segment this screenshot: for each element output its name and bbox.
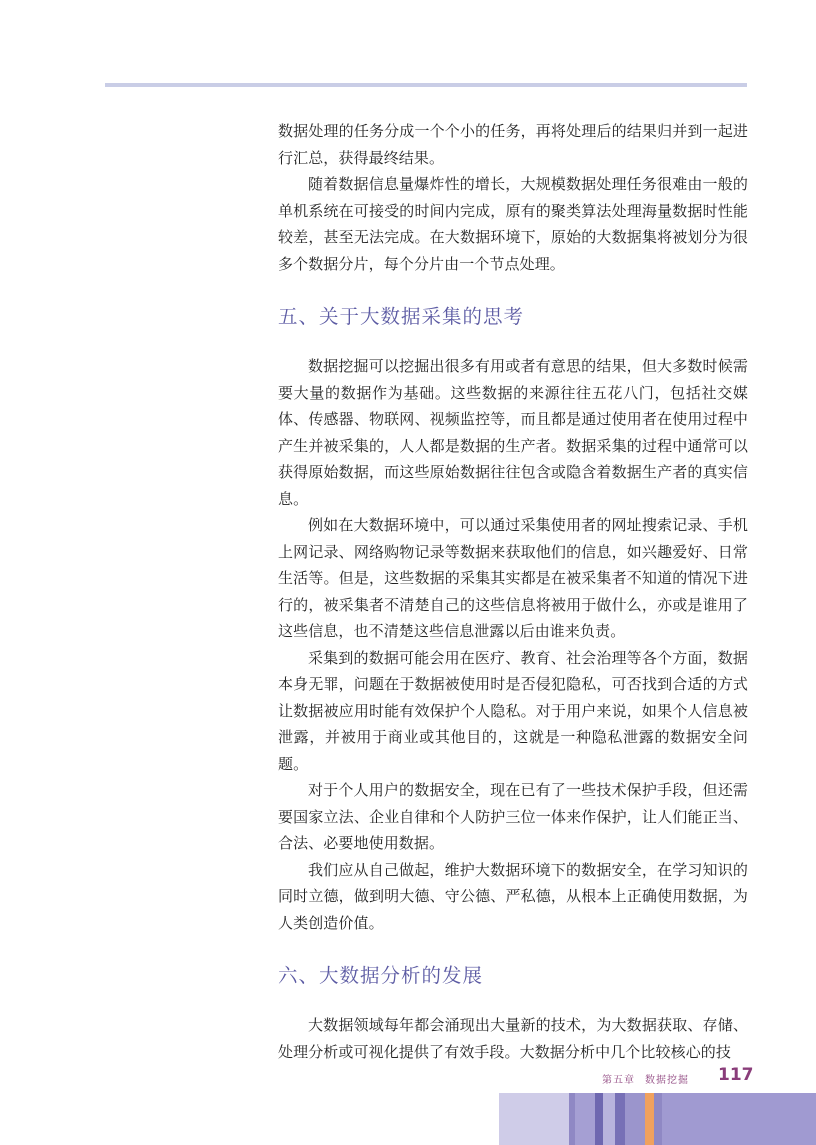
section-heading-5: 五、关于大数据采集的思考 [278, 305, 525, 328]
stripe [595, 1093, 603, 1145]
stripe [499, 1093, 569, 1145]
paragraph: 大数据领域每年都会涌现出大量新的技术，为大数据获取、存储、处理分析或可视化提供了有效手段。大数据分析中几个比较核心的技 [278, 1016, 748, 1061]
page-number: 117 [718, 1065, 754, 1085]
paragraph: 数据处理的任务分成一个个小的任务，再将处理后的结果归并到一起进行汇总，获得最终结果。 [278, 122, 748, 167]
paragraph: 例如在大数据环境中，可以通过采集使用者的网址搜索记录、手机上网记录、网络购物记录等数据来获取他们的信息，如兴趣爱好、日常生活等。但是，这些数据的采集其实都是在被采集者不知道的情况下进行的，被采集者不清楚自己的这些信息将被用于做什么，亦或是谁用了这些信息，也不清楚这些信息泄露以后由谁来负责。 [278, 516, 748, 640]
stripe [662, 1093, 816, 1145]
paragraph: 我们应从自己做起，维护大数据环境下的数据安全，在学习知识的同时立德，做到明大德、守公德、严私德，从根本上正确使用数据，为人类创造价值。 [278, 860, 748, 932]
stripe [569, 1093, 575, 1145]
paragraph: 对于个人用户的数据安全，现在已有了一些技术保护手段，但还需要国家立法、企业自律和个人防护三位一体来作保护，让人们能正当、合法、必要地使用数据。 [278, 781, 748, 852]
stripe [603, 1093, 615, 1145]
stripe [615, 1093, 625, 1145]
stripe [625, 1093, 645, 1145]
stripe [575, 1093, 595, 1145]
paragraph: 采集到的数据可能会用在医疗、教育、社会治理等各个方面，数据本身无罪，问题在于数据被使用时是否侵犯隐私，可否找到合适的方式让数据被应用时能有效保护个人隐私。对于用户来说，如果个人信息被泄露，并被用于商业或其他目的，这就是一种隐私泄露的数据安全问题。 [278, 648, 748, 773]
chapter-number: 第五章 [602, 1075, 635, 1086]
decorative-stripes [0, 1093, 816, 1145]
paragraph: 随着数据信息量爆炸性的增长，大规模数据处理任务很难由一般的单机系统在可接受的时间内完成，原有的聚类算法处理海量数据时性能较差，甚至无法完成。在大数据环境下，原始的大数据集将被划分为很多个数据分片，每个分片由一个节点处理。 [278, 175, 748, 273]
stripe [645, 1093, 654, 1145]
page-body [278, 118, 748, 1065]
header-rule [105, 83, 747, 87]
paragraph: 数据挖掘可以挖掘出很多有用或者有意思的结果，但大多数时候需要大量的数据作为基础。这些数据的来源往往五花八门，包括社交媒体、传感器、物联网、视频监控等，而且都是通过使用者在使用过程中产生并被采集的，人人都是数据的生产者。数据采集的过程中通常可以获得原始数据，而这些原始数据往往包含或隐含着数据生产者的真实信息。 [278, 357, 748, 508]
footer-chapter [602, 1071, 689, 1086]
stripe [654, 1093, 662, 1145]
section-heading-6: 六、大数据分析的发展 [278, 964, 484, 987]
chapter-title: 数据挖掘 [645, 1075, 689, 1086]
